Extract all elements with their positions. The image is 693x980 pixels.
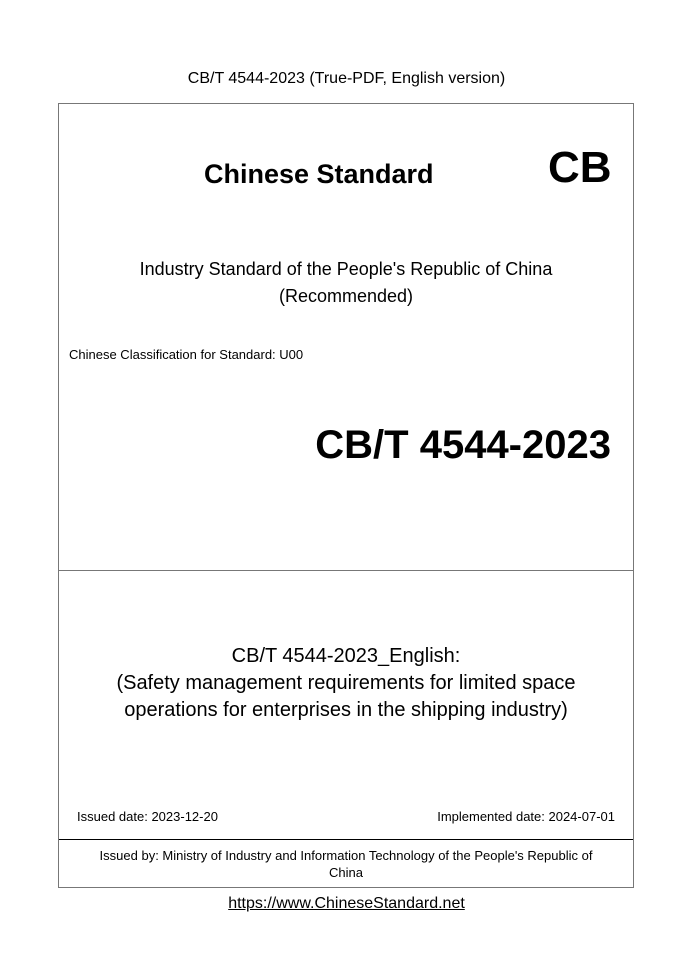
header-title: CB/T 4544-2023 (True-PDF, English version) [187,70,506,87]
issuer-line-2: China [329,865,363,880]
document-title-line-3: operations for enterprises in the shipping industry) [124,699,568,721]
cover-frame [58,103,634,888]
website-link[interactable]: https://www.ChineseStandard.net [228,895,465,912]
document-title-line-1: CB/T 4544-2023_English: [231,645,461,667]
document-title [59,643,633,724]
page-header [0,68,693,90]
issuer-line-1: Issued by: Ministry of Industry and Information Technology of the People's Republic of [99,848,593,863]
cover-lower-section [59,571,633,839]
issuer-box [59,839,633,887]
subtitle-line-2: (Recommended) [278,286,414,306]
implemented-date: Implemented date: 2024-07-01 [437,809,615,824]
classification-label: Chinese Classification for Standard: U00 [69,347,304,362]
brand-title: Chinese Standard [204,159,434,189]
document-title-line-2: (Safety management requirements for limited space [116,672,576,694]
footer [0,893,693,915]
standard-code: CB/T 4544-2023 [315,423,611,467]
issued-date: Issued date: 2023-12-20 [77,809,218,824]
subtitle-line-1: Industry Standard of the People's Republic of China [139,259,553,279]
standard-subtitle [59,256,633,310]
cover-upper-section [59,104,633,571]
brand-code: CB [548,143,612,192]
